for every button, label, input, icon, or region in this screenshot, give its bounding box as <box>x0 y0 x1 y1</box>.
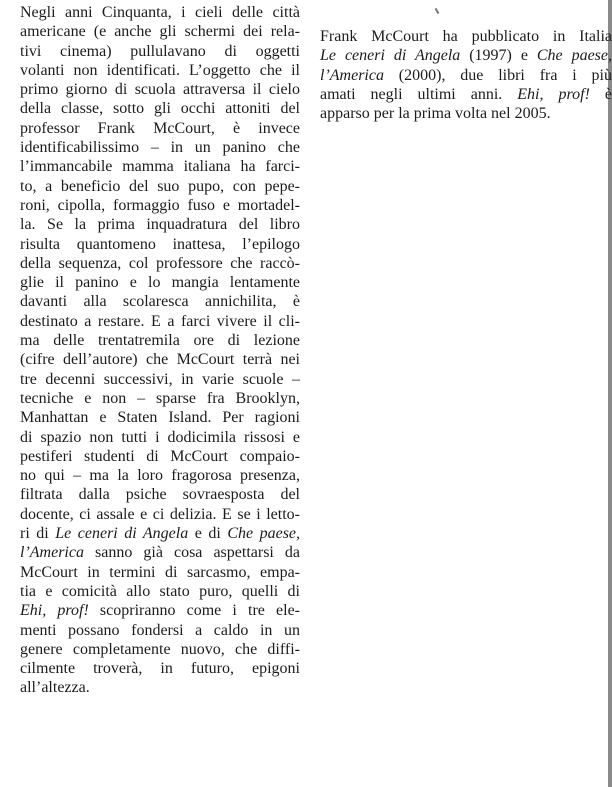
text-segment: McCourt in termini di sarcasmo, empa- <box>20 563 300 581</box>
text-segment: la. Se la prima inquadratura del libro <box>20 216 300 234</box>
review-line <box>20 273 300 292</box>
text-segment: tia e comicità allo stato puro, quelli di <box>20 582 300 600</box>
review-line <box>20 292 300 311</box>
review-line <box>20 428 300 447</box>
review-line <box>20 447 300 466</box>
text-segment: scopriranno come i tre ele- <box>88 602 300 620</box>
review-line <box>20 119 300 138</box>
review-line <box>20 582 300 601</box>
italic-title-text: l’America <box>320 66 384 84</box>
text-segment: Negli anni Cinquanta, i cieli delle città <box>20 4 300 21</box>
text-segment: all’altezza. <box>20 679 90 697</box>
review-line <box>20 196 300 215</box>
author-note-line <box>320 66 612 85</box>
text-segment: glie il panino e lo mangia lentamente <box>20 274 300 292</box>
review-line <box>20 678 300 697</box>
text-segment: destinato a restare. E a farci vivere il cli- <box>20 312 300 330</box>
text-segment: è <box>589 85 612 103</box>
review-line <box>20 254 300 273</box>
review-line <box>20 42 300 61</box>
text-segment: cilmente troverà, in futuro, epigoni <box>20 660 300 678</box>
text-segment: e di <box>188 525 228 543</box>
author-note-line <box>320 27 612 46</box>
text-segment: risulta quantomeno inattesa, l’epilogo <box>20 235 300 253</box>
review-line <box>20 331 300 350</box>
text-segment: professor Frank McCourt, è invece <box>20 119 300 137</box>
italic-title-text: Ehi, prof! <box>517 85 590 103</box>
text-segment: Frank McCourt ha pubblicato in Italia <box>320 28 612 45</box>
review-line <box>20 389 300 408</box>
review-line <box>20 235 300 254</box>
review-line <box>20 621 300 640</box>
text-segment: tivi cinema) pullulavano di oggetti <box>20 42 300 60</box>
author-note-line <box>320 104 612 123</box>
text-segment: davanti alla scolaresca annichilita, è <box>20 293 300 311</box>
review-line <box>20 177 300 196</box>
review-line <box>20 157 300 176</box>
text-segment: volanti non identificati. L’oggetto che il <box>20 61 300 79</box>
text-segment: Manhattan e Staten Island. Per ragioni <box>20 409 300 427</box>
text-segment: americane (e anche gli schermi dei rela- <box>20 23 300 41</box>
text-segment: tre decenni successivi, in varie scuole – <box>20 370 300 388</box>
text-segment: (cifre dell’autore) che McCourt terrà nei <box>20 351 300 369</box>
text-segment: primo giorno di scuola attraversa il cielo <box>20 81 300 99</box>
text-segment: della classe, sotto gli occhi attoniti del <box>20 100 300 118</box>
text-segment: filtrata dalla psiche sovraesposta del <box>20 486 300 504</box>
text-segment: tecniche e non – sparse fra Brooklyn, <box>20 389 300 407</box>
text-segment: (2000), due libri fra i più <box>383 66 612 84</box>
author-note-line <box>320 46 612 65</box>
review-line <box>20 312 300 331</box>
italic-title-text: Ehi, prof! <box>20 602 89 620</box>
text-segment: pestiferi studenti di McCourt compaio- <box>20 447 300 465</box>
text-segment: della sequenza, col professore che raccò- <box>20 254 300 272</box>
italic-title-text: Le ceneri di Angela <box>55 525 189 543</box>
text-segment: l’immancabile mamma italiana ha farci- <box>20 158 300 176</box>
review-line <box>20 659 300 678</box>
text-segment: genere completamente nuovo, che diffi- <box>20 640 300 658</box>
review-text-column <box>20 3 300 698</box>
review-line <box>20 22 300 41</box>
review-line <box>20 640 300 659</box>
text-segment: docente, ci assale e ci delizia. E se i letto- <box>20 505 300 523</box>
review-line <box>20 466 300 485</box>
text-segment: (1997) e <box>460 47 537 65</box>
italic-title-text: l’America <box>20 544 84 562</box>
review-line <box>20 505 300 524</box>
text-segment: menti possano fondersi a caldo in un <box>20 621 300 639</box>
review-line <box>20 61 300 80</box>
review-line <box>20 80 300 99</box>
text-segment: identificabilissimo – in un panino che <box>20 139 300 157</box>
italic-title-text: Le ceneri di Angela <box>320 47 461 65</box>
review-line <box>20 543 300 562</box>
review-line <box>20 138 300 157</box>
text-segment: no qui – ma la loro fragorosa presenza, <box>20 467 300 485</box>
review-line <box>20 524 300 543</box>
review-line <box>20 350 300 369</box>
author-note-line <box>320 85 612 104</box>
review-line <box>20 99 300 118</box>
review-line <box>20 485 300 504</box>
text-segment: amati negli ultimi anni. <box>320 85 518 103</box>
text-segment: sanno già cosa aspettarsi da <box>83 544 300 562</box>
review-line <box>20 601 300 620</box>
review-line <box>20 370 300 389</box>
scan-speck <box>435 8 440 14</box>
review-line <box>20 3 300 22</box>
text-segment: ri di <box>20 525 56 543</box>
review-line <box>20 215 300 234</box>
text-segment: roni, cipolla, formaggio fuso e mortadel- <box>20 196 300 214</box>
text-segment: apparso per la prima volta nel 2005. <box>320 105 551 123</box>
italic-title-text: Che paese, <box>227 525 301 543</box>
review-line <box>20 408 300 427</box>
text-segment: to, a beneficio del suo pupo, con pepe- <box>20 177 300 195</box>
text-segment: ma delle trentatremila ore di lezione <box>20 332 300 350</box>
text-segment: di spazio non tutti i dodicimila rissosi e <box>20 428 300 446</box>
italic-title-text: Che paese, <box>536 47 612 65</box>
author-note-column <box>320 27 612 123</box>
review-line <box>20 563 300 582</box>
